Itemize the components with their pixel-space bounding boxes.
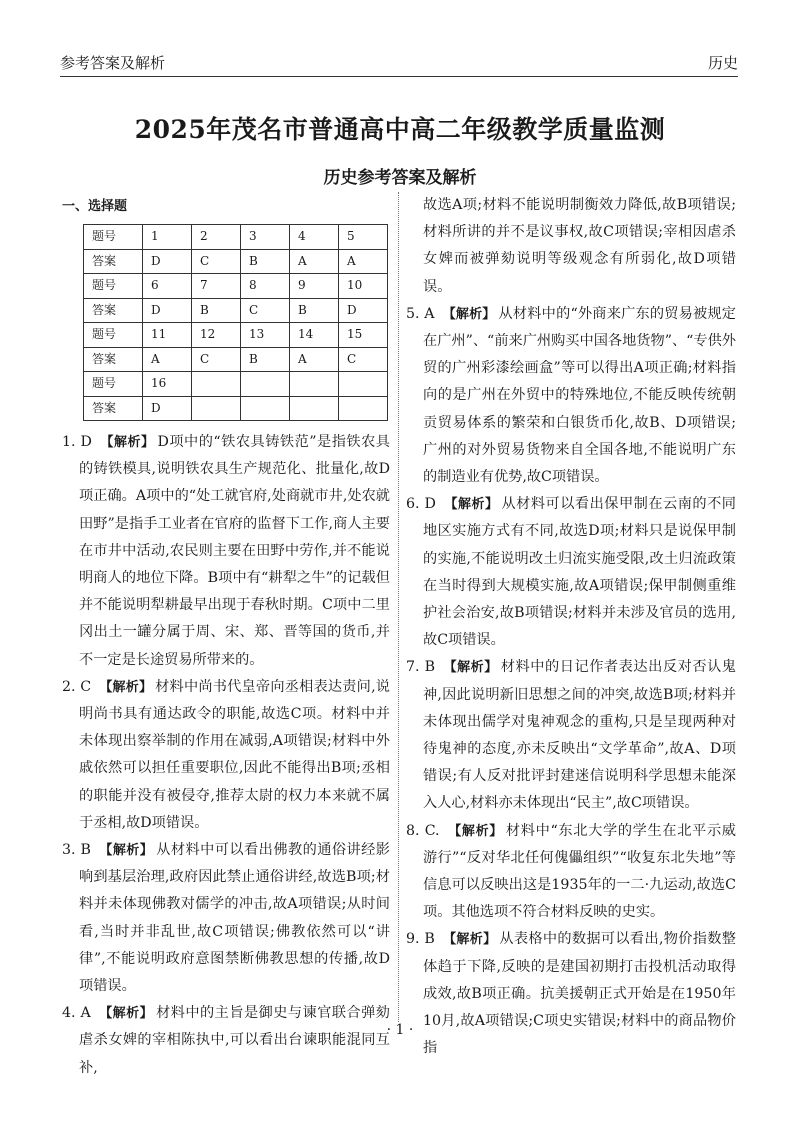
analysis-tag: 【解析】 (99, 435, 155, 450)
analysis-tag: 【解析】 (442, 932, 497, 948)
table-cell: 2 (192, 225, 241, 250)
table-cell: A (143, 347, 192, 372)
table-cell: 15 (339, 323, 388, 348)
table-cell: 6 (143, 274, 192, 299)
item-text: 材料中的日记作者表达出反对否认鬼神,因此说明新旧思想之间的冲突,故选B项;材料并未体现出儒学对鬼神观念的重构,只是呈现两种对待鬼神的态度,亦未反映出“文学革命”,故A、D项错误;有人反对批评封建迷信说明科学思想未能深入人心,材料亦未体现出“民主”,故C项错误。 (423, 659, 736, 812)
column-divider (398, 192, 399, 1022)
page-number: · 1 · (386, 1022, 414, 1038)
item-number: 1. D (62, 434, 92, 450)
answer-item-3 (62, 837, 390, 1000)
row-header-cell: 题号 (84, 225, 143, 250)
table-cell: 9 (290, 274, 339, 299)
table-cell: B (290, 298, 339, 323)
row-header-cell: 题号 (84, 274, 143, 299)
table-row (84, 396, 388, 421)
table-cell: 8 (241, 274, 290, 299)
item-number: 6. D (406, 496, 436, 513)
analysis-tag: 【解析】 (99, 679, 153, 695)
table-row (84, 249, 388, 274)
row-header-cell: 答案 (84, 249, 143, 274)
answer-item-8 (406, 818, 736, 927)
answer-table (83, 224, 388, 421)
item-text: 从表格中的数据可以看出,物价指数整体趋于下降,反映的是建国初期打击投机活动取得成效,故B项正确。抗美援朝正式开始是在1950年10月,故A项错误;C项史实错误;材料中的商品物价指 (423, 931, 736, 1057)
table-cell: 4 (290, 225, 339, 250)
table-cell: B (241, 347, 290, 372)
item-text: 从材料中的“外商来广东的贸易被规定在广州”、“前来广州购买中国各地货物”、“专供外贸的广州彩漆绘画盒”等可以得出A项正确;材料指向的是广州在外贸中的特殊地位,不能反映传统朝贡贸易体系的繁荣和白银货币化,故B、D项错误;广州的对外贸易货物来自全国各地,不能说明广东的制造业有优势,故C项错误。 (423, 305, 736, 486)
table-cell: 5 (339, 225, 388, 250)
table-cell: D (339, 298, 388, 323)
table-row (84, 274, 388, 299)
row-header-cell: 答案 (84, 298, 143, 323)
analysis-tag: 【解析】 (98, 843, 154, 859)
section-heading: 一、选择题 (62, 199, 128, 214)
item-number: 5. A (406, 305, 435, 322)
table-cell: 3 (241, 225, 290, 250)
table-cell: A (339, 249, 388, 274)
item-number: 4. A (62, 1005, 91, 1022)
right-column (406, 192, 736, 1063)
item-number: 9. B (406, 931, 435, 948)
header-subject: 历史 (707, 54, 738, 72)
item-text: 材料中的主旨是御史与谏官联合弹劾虐杀女婢的宰相陈执中,可以看出台谏职能混同互补, (79, 1005, 390, 1076)
table-cell: B (241, 249, 290, 274)
item-number: 7. B (406, 659, 436, 676)
analysis-tag: 【解析】 (442, 306, 496, 322)
table-cell: 12 (192, 323, 241, 348)
table-cell (339, 372, 388, 397)
item-number: 8. C. (406, 822, 440, 839)
item-number: 3. B (62, 842, 91, 859)
answer-item-7 (406, 654, 736, 817)
item-text: D项中的“铁农具铸铁范”是指铁农具的铸铁模具,说明铁农具生产规范化、批量化,故D项正确。A项中的“处工就官府,处商就市井,处农就田野”是指手工业者在官府的监督下工作,商人主要在市井中活动,农民则主要在田野中劳作,并不能说明商人的地位下降。B项中有“耕犁之牛”的记载但并不能说明犁耕最早出现于春秋时期。C项中二里冈出土一罐分属于周、宋、郑、晋等国的货币,并不一定是长途贸易所带来的。 (79, 434, 390, 668)
item-text: 从材料中可以看出佛教的通俗讲经影响到基层治理,政府因此禁止通俗讲经,故选B项;材料并未体现佛教对儒学的冲击,故A项错误;从时间看,当时并非乱世,故C项错误;佛教依然可以“讲律”,不能说明政府意图禁断佛教思想的传播,故D项错误。 (79, 842, 390, 995)
item-text: 材料中尚书代皇帝向丞相表达责问,说明尚书具有通达政令的职能,故选C项。材料中并未体现出察举制的作用在减弱,A项错误;材料中外戚依然可以担任重要职位,因此不能得出B项;丞相的职能并没有被侵夺,推荐太尉的权力本来就不属于丞相,故D项错误。 (79, 678, 390, 831)
table-row (84, 298, 388, 323)
answer-item-6 (406, 491, 736, 654)
table-row (84, 323, 388, 348)
table-cell: B (192, 298, 241, 323)
table-cell: 13 (241, 323, 290, 348)
answer-item-1 (62, 429, 390, 674)
row-header-cell: 题号 (84, 323, 143, 348)
table-cell (241, 372, 290, 397)
table-row (84, 347, 388, 372)
answer-item-2 (62, 674, 390, 837)
analysis-tag: 【解析】 (98, 1006, 154, 1022)
table-cell: A (290, 249, 339, 274)
analysis-tag: 【解析】 (443, 497, 499, 513)
table-cell: C (192, 249, 241, 274)
table-cell: 14 (290, 323, 339, 348)
page-title: 2025年茂名市普通高中高二年级教学质量监测 (134, 115, 666, 144)
answer-item-4 (62, 1000, 390, 1082)
answer-item-4-continued: 故选A项;材料不能说明制衡效力降低,故B项错误;材料所讲的并不是议事权,故C项错误;宰相因虐杀女婢而被弹劾说明等级观念有所弱化,故D项错误。 (423, 197, 736, 295)
page-header (60, 50, 738, 77)
answer-item-5 (406, 301, 736, 491)
table-cell: D (143, 396, 192, 421)
row-header-cell: 题号 (84, 372, 143, 397)
left-column (62, 196, 390, 1082)
table-cell: D (143, 249, 192, 274)
analysis-tag: 【解析】 (447, 823, 503, 839)
table-cell: A (290, 347, 339, 372)
table-cell (241, 396, 290, 421)
item-number: 2. C (62, 678, 92, 695)
table-row (84, 372, 388, 397)
item-text: 从材料可以看出保甲制在云南的不同地区实施方式有不同,故选D项;材料只是说保甲制的实施,不能说明改土归流实施受限,改土归流政策在当时得到大规模实施,故A项错误;保甲制侧重维护社会治安,故B项错误;材料并未涉及官员的选用,故C项错误。 (423, 496, 736, 649)
answer-item-9 (406, 926, 736, 1062)
table-cell: C (241, 298, 290, 323)
page-subtitle: 历史参考答案及解析 (323, 168, 477, 188)
table-cell: C (192, 347, 241, 372)
table-cell: D (143, 298, 192, 323)
table-cell (339, 396, 388, 421)
header-left: 参考答案及解析 (60, 54, 166, 72)
item-text: 材料中“东北大学的学生在北平示威游行”“反对华北任何傀儡组织”“收复东北失地”等信息可以反映出这是1935年的一二·九运动,故选C项。其他选项不符合材料反映的史实。 (423, 822, 736, 921)
table-cell: 1 (143, 225, 192, 250)
analysis-tag: 【解析】 (443, 660, 498, 676)
row-header-cell: 答案 (84, 347, 143, 372)
table-cell: C (339, 347, 388, 372)
table-cell: 16 (143, 372, 192, 397)
row-header-cell: 答案 (84, 396, 143, 421)
table-cell: 11 (143, 323, 192, 348)
table-cell: 10 (339, 274, 388, 299)
table-cell (192, 372, 241, 397)
table-cell: 7 (192, 274, 241, 299)
table-cell (192, 396, 241, 421)
table-cell (290, 396, 339, 421)
table-cell (290, 372, 339, 397)
table-row (84, 225, 388, 250)
